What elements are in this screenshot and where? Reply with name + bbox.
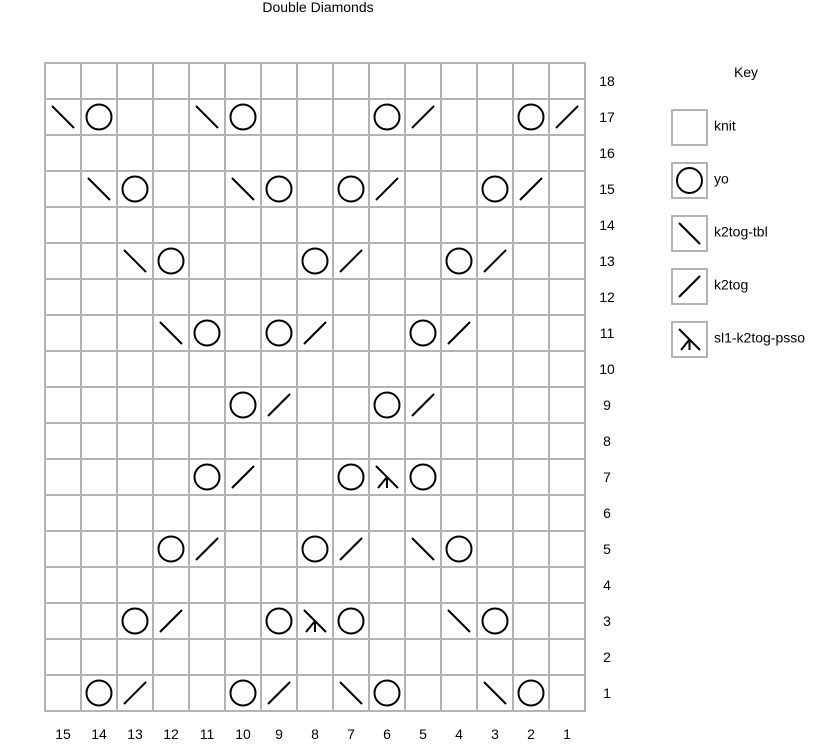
key-label: yo	[714, 170, 729, 187]
chart-cell	[189, 603, 225, 639]
chart-cell	[189, 495, 225, 531]
row-number: 17	[599, 109, 615, 125]
chart-cell	[333, 567, 369, 603]
chart-cell	[45, 387, 81, 423]
chart-cell	[333, 387, 369, 423]
chart-cell	[153, 423, 189, 459]
chart-cell	[549, 171, 585, 207]
chart-cell	[297, 387, 333, 423]
column-number: 13	[127, 726, 143, 742]
chart-cell	[189, 135, 225, 171]
chart-cell	[261, 63, 297, 99]
chart-cell	[477, 315, 513, 351]
chart-cell	[261, 135, 297, 171]
chart-cell	[333, 423, 369, 459]
chart-cell	[297, 279, 333, 315]
chart-cell	[441, 423, 477, 459]
row-number: 8	[603, 433, 611, 449]
chart-cell	[261, 99, 297, 135]
chart-cell	[297, 495, 333, 531]
chart-cell	[297, 351, 333, 387]
chart-cell	[45, 495, 81, 531]
row-number: 18	[599, 73, 615, 89]
chart-cell	[225, 63, 261, 99]
chart-cell	[225, 567, 261, 603]
row-number: 9	[603, 397, 611, 413]
chart-cell	[225, 495, 261, 531]
chart-cell	[369, 63, 405, 99]
chart-cell	[369, 531, 405, 567]
chart-cell	[549, 207, 585, 243]
chart-cell	[369, 315, 405, 351]
chart-cell	[297, 567, 333, 603]
chart-cell	[441, 639, 477, 675]
chart-cell	[261, 279, 297, 315]
chart-cell	[117, 423, 153, 459]
chart-cell	[549, 63, 585, 99]
chart-cell	[441, 351, 477, 387]
chart-cell	[549, 675, 585, 711]
chart-cell	[405, 423, 441, 459]
chart-cell	[405, 603, 441, 639]
column-number: 7	[347, 726, 355, 742]
chart-cell	[45, 243, 81, 279]
chart-cell	[369, 567, 405, 603]
chart-cell	[117, 99, 153, 135]
chart-cell	[549, 351, 585, 387]
row-number: 4	[603, 577, 611, 593]
chart-cell	[261, 639, 297, 675]
chart-cell	[117, 495, 153, 531]
chart-cell	[189, 387, 225, 423]
chart-cell	[441, 567, 477, 603]
chart-cell	[549, 423, 585, 459]
chart-cell	[441, 135, 477, 171]
chart-cell	[189, 423, 225, 459]
chart-cell	[549, 603, 585, 639]
chart-cell	[297, 639, 333, 675]
row-number: 12	[599, 289, 615, 305]
chart-cell	[513, 459, 549, 495]
chart-cell	[225, 603, 261, 639]
chart-cell	[549, 495, 585, 531]
chart-cell	[45, 171, 81, 207]
chart-cell	[81, 351, 117, 387]
chart-cell	[45, 207, 81, 243]
key-label: knit	[714, 117, 736, 134]
chart-cell	[441, 279, 477, 315]
chart-cell	[117, 567, 153, 603]
chart-cell	[153, 387, 189, 423]
chart-cell	[189, 207, 225, 243]
chart-cell	[117, 639, 153, 675]
column-number: 9	[275, 726, 283, 742]
chart-cell	[189, 171, 225, 207]
chart-cell	[297, 423, 333, 459]
chart-cell	[45, 603, 81, 639]
chart-cell	[81, 603, 117, 639]
chart-cell	[333, 495, 369, 531]
column-number: 1	[563, 726, 571, 742]
chart-cell	[441, 63, 477, 99]
chart-cell	[369, 243, 405, 279]
chart-cell	[45, 459, 81, 495]
chart-cell	[405, 567, 441, 603]
column-number: 11	[199, 726, 215, 742]
row-number: 3	[603, 613, 611, 629]
chart-cell	[405, 135, 441, 171]
chart-cell	[405, 63, 441, 99]
chart-cell	[225, 207, 261, 243]
key-item-k2tog	[672, 269, 748, 304]
chart-cell	[549, 639, 585, 675]
chart-cell	[405, 207, 441, 243]
chart-cell	[477, 387, 513, 423]
chart-cell	[549, 279, 585, 315]
chart-cell	[189, 279, 225, 315]
chart-cell	[117, 531, 153, 567]
chart-cell	[513, 243, 549, 279]
chart-cell	[549, 459, 585, 495]
chart-cell	[117, 135, 153, 171]
chart-cell	[225, 135, 261, 171]
chart-cell	[189, 675, 225, 711]
chart-cell	[441, 207, 477, 243]
chart-cell	[153, 675, 189, 711]
row-number: 1	[603, 685, 611, 701]
chart-cell	[477, 279, 513, 315]
chart-cell	[261, 459, 297, 495]
chart-cell	[225, 531, 261, 567]
chart-cell	[405, 279, 441, 315]
chart-cell	[549, 531, 585, 567]
chart-cell	[117, 207, 153, 243]
chart-cell	[369, 423, 405, 459]
chart-cell	[45, 135, 81, 171]
chart-cell	[513, 567, 549, 603]
chart-cell	[189, 63, 225, 99]
chart-cell	[513, 387, 549, 423]
column-number: 8	[311, 726, 319, 742]
chart-cell	[549, 567, 585, 603]
column-number: 6	[383, 726, 391, 742]
chart-grid	[45, 63, 585, 711]
row-number: 6	[603, 505, 611, 521]
chart-cell	[333, 315, 369, 351]
chart-cell	[225, 279, 261, 315]
chart-cell	[81, 279, 117, 315]
chart-cell	[225, 243, 261, 279]
chart-cell	[153, 639, 189, 675]
chart-cell	[189, 639, 225, 675]
chart-cell	[189, 351, 225, 387]
chart-cell	[189, 567, 225, 603]
key-label: sl1-k2tog-psso	[714, 329, 806, 346]
chart-cell	[45, 531, 81, 567]
chart-cell	[81, 63, 117, 99]
chart-cell	[225, 423, 261, 459]
key-item-sl1-k2tog-psso	[672, 322, 805, 357]
chart-cell	[333, 639, 369, 675]
chart-cell	[513, 315, 549, 351]
chart-cell	[333, 135, 369, 171]
column-number: 12	[163, 726, 179, 742]
chart-cell	[441, 387, 477, 423]
key-swatch	[672, 110, 707, 145]
chart-cell	[153, 495, 189, 531]
chart-cell	[477, 99, 513, 135]
chart-cell	[81, 639, 117, 675]
row-number: 15	[599, 181, 615, 197]
chart-cell	[81, 495, 117, 531]
chart-cell	[369, 135, 405, 171]
chart-cell	[405, 171, 441, 207]
chart-cell	[153, 171, 189, 207]
chart-cell	[297, 207, 333, 243]
chart-cell	[153, 63, 189, 99]
chart-cell	[153, 351, 189, 387]
chart-cell	[45, 675, 81, 711]
chart-cell	[477, 531, 513, 567]
chart-cell	[369, 279, 405, 315]
row-number: 11	[599, 325, 615, 341]
chart-cell	[441, 675, 477, 711]
chart-cell	[81, 459, 117, 495]
row-number: 10	[599, 361, 615, 377]
chart-title: Double Diamonds	[262, 0, 374, 15]
chart-cell	[153, 567, 189, 603]
column-number: 2	[527, 726, 535, 742]
chart-cell	[45, 423, 81, 459]
key-item-k2tog-tbl	[672, 216, 768, 251]
column-number: 14	[91, 726, 107, 742]
key-legend	[672, 64, 805, 357]
chart-cell	[81, 315, 117, 351]
chart-cell	[405, 243, 441, 279]
key-label: k2tog-tbl	[714, 223, 768, 240]
chart-cell	[549, 315, 585, 351]
chart-cell	[153, 207, 189, 243]
chart-cell	[513, 351, 549, 387]
chart-cell	[333, 351, 369, 387]
chart-cell	[81, 387, 117, 423]
chart-cell	[513, 531, 549, 567]
chart-cell	[117, 387, 153, 423]
chart-cell	[405, 639, 441, 675]
chart-cell	[369, 495, 405, 531]
row-number: 2	[603, 649, 611, 665]
column-number: 4	[455, 726, 463, 742]
chart-cell	[513, 279, 549, 315]
chart-cell	[405, 675, 441, 711]
chart-cell	[45, 351, 81, 387]
chart-cell	[441, 495, 477, 531]
key-label: k2tog	[714, 276, 749, 293]
chart-cell	[333, 63, 369, 99]
chart-cell	[261, 351, 297, 387]
chart-cell	[513, 207, 549, 243]
chart-cell	[405, 351, 441, 387]
chart-cell	[189, 243, 225, 279]
chart-cell	[225, 315, 261, 351]
chart-cell	[477, 639, 513, 675]
chart-cell	[261, 423, 297, 459]
chart-cell	[153, 459, 189, 495]
chart-cell	[513, 63, 549, 99]
chart-cell	[261, 531, 297, 567]
chart-cell	[297, 63, 333, 99]
chart-cell	[297, 171, 333, 207]
chart-cell	[369, 639, 405, 675]
chart-cell	[81, 567, 117, 603]
chart-cell	[225, 639, 261, 675]
chart-cell	[261, 567, 297, 603]
chart-cell	[549, 135, 585, 171]
chart-cell	[477, 207, 513, 243]
key-item-yo	[672, 163, 729, 198]
chart-cell	[117, 351, 153, 387]
chart-cell	[81, 423, 117, 459]
chart-cell	[297, 459, 333, 495]
row-number: 16	[599, 145, 615, 161]
chart-cell	[513, 495, 549, 531]
chart-cell	[513, 603, 549, 639]
chart-cell	[81, 135, 117, 171]
chart-cell	[81, 207, 117, 243]
chart-cell	[549, 243, 585, 279]
chart-cell	[549, 387, 585, 423]
chart-cell	[81, 531, 117, 567]
key-item-knit	[672, 110, 736, 145]
chart-cell	[477, 135, 513, 171]
chart-cell	[333, 99, 369, 135]
chart-cell	[441, 171, 477, 207]
chart-cell	[513, 135, 549, 171]
chart-cell	[369, 351, 405, 387]
chart-cell	[81, 243, 117, 279]
chart-cell	[297, 675, 333, 711]
chart-cell	[117, 315, 153, 351]
chart-cell	[477, 495, 513, 531]
chart-cell	[45, 567, 81, 603]
chart-cell	[153, 279, 189, 315]
chart-cell	[513, 639, 549, 675]
chart-cell	[477, 351, 513, 387]
column-number: 10	[235, 726, 251, 742]
chart-cell	[45, 315, 81, 351]
chart-cell	[45, 639, 81, 675]
column-number: 3	[491, 726, 499, 742]
chart-cell	[45, 279, 81, 315]
chart-cell	[117, 459, 153, 495]
chart-cell	[117, 63, 153, 99]
row-number: 14	[599, 217, 615, 233]
row-number: 13	[599, 253, 615, 269]
chart-cell	[261, 243, 297, 279]
chart-cell	[225, 351, 261, 387]
chart-cell	[297, 135, 333, 171]
chart-cell	[405, 495, 441, 531]
chart-cell	[441, 459, 477, 495]
chart-cell	[477, 459, 513, 495]
chart-cell	[369, 207, 405, 243]
chart-cell	[477, 423, 513, 459]
chart-cell	[117, 279, 153, 315]
chart-cell	[297, 99, 333, 135]
chart-cell	[45, 63, 81, 99]
chart-cell	[153, 99, 189, 135]
chart-cell	[477, 63, 513, 99]
chart-cell	[333, 279, 369, 315]
row-number: 5	[603, 541, 611, 557]
chart-cell	[441, 99, 477, 135]
key-title: Key	[733, 64, 759, 80]
column-number: 5	[419, 726, 427, 742]
chart-cell	[333, 207, 369, 243]
chart-cell	[369, 603, 405, 639]
chart-cell	[477, 567, 513, 603]
chart-cell	[261, 207, 297, 243]
chart-cell	[513, 423, 549, 459]
chart-cell	[153, 135, 189, 171]
row-number: 7	[603, 469, 611, 485]
chart-cell	[261, 495, 297, 531]
column-number: 15	[55, 726, 71, 742]
